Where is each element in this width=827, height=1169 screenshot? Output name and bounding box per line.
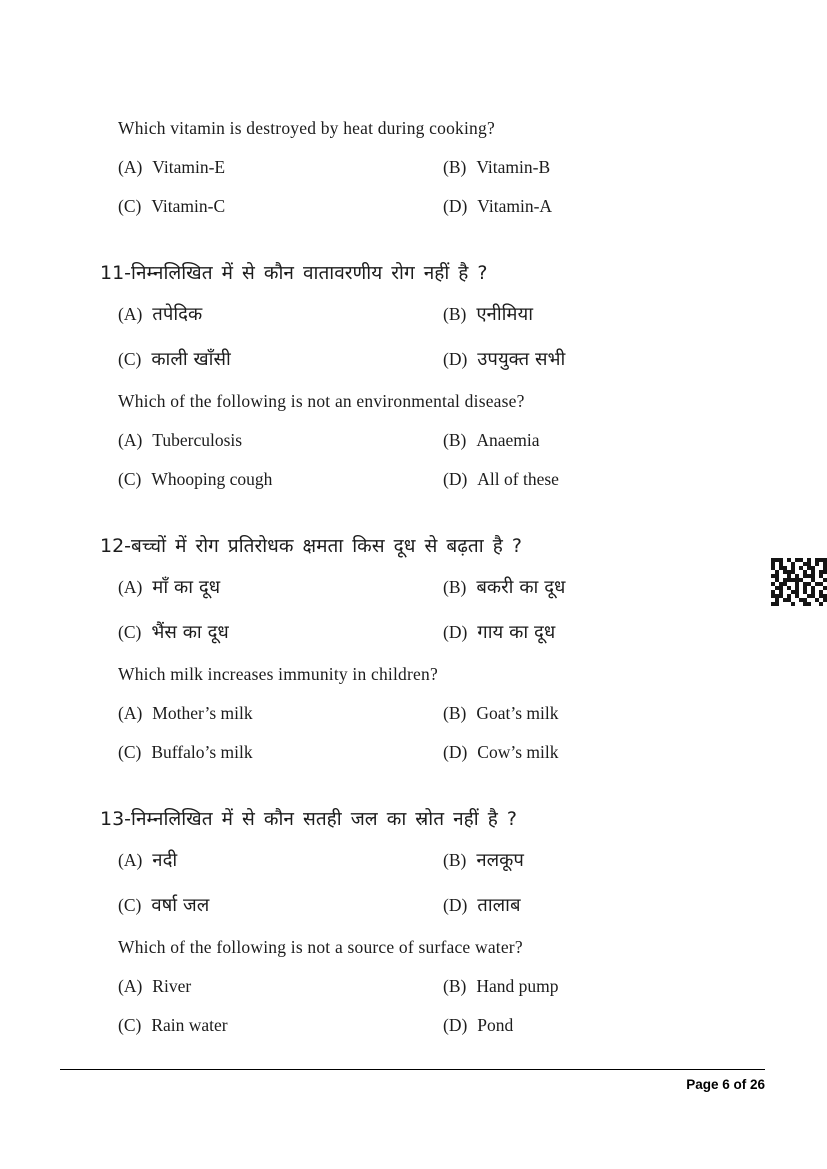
- option-label: (D): [443, 349, 468, 369]
- option-label: (A): [118, 850, 143, 870]
- question-text-hindi-line: [100, 533, 765, 559]
- option-a: [118, 301, 443, 328]
- question-text-hindi: निम्नलिखित में से कौन वातावरणीय रोग नहीं है ?: [131, 262, 488, 284]
- question-text-hindi: बच्चों में रोग प्रतिरोधक क्षमता किस दूध से बढ़ता है ?: [131, 535, 522, 557]
- options-hindi: [118, 847, 765, 919]
- option-label: (C): [118, 349, 142, 369]
- option-b: [443, 574, 765, 601]
- option-label: (B): [443, 703, 467, 723]
- option-b: [443, 701, 765, 725]
- option-text: Vitamin-C: [151, 196, 226, 216]
- option-a: [118, 847, 443, 874]
- option-text: Vitamin-B: [476, 157, 551, 177]
- option-text: तपेदिक: [152, 304, 203, 325]
- question-number: 11-: [100, 262, 132, 284]
- option-c: [118, 619, 443, 646]
- option-label: (B): [443, 430, 467, 450]
- question-text: Which vitamin is destroyed by heat during cooking?: [118, 118, 495, 138]
- page-footer: [60, 1069, 765, 1092]
- options-english: [118, 701, 765, 764]
- option-label: (A): [118, 577, 143, 597]
- option-text: भैंस का दूध: [151, 622, 229, 643]
- options-english: [118, 974, 765, 1037]
- question-13: [100, 806, 765, 1037]
- option-d: [443, 1013, 765, 1037]
- option-text: बकरी का दूध: [476, 577, 566, 598]
- option-label: (C): [118, 742, 142, 762]
- option-d: [443, 740, 765, 764]
- option-text: काली खाँसी: [151, 349, 231, 370]
- option-a: [118, 701, 443, 725]
- option-c: [118, 740, 443, 764]
- option-d: [443, 194, 765, 218]
- qr-code-image: [771, 558, 827, 606]
- option-text: Rain water: [151, 1015, 228, 1035]
- option-text: तालाब: [477, 895, 521, 916]
- option-label: (A): [118, 430, 143, 450]
- question-number: 12-: [100, 535, 132, 557]
- question-text-hindi: निम्नलिखित में से कौन सतही जल का स्रोत नहीं है ?: [131, 808, 517, 830]
- option-label: (C): [118, 1015, 142, 1035]
- option-label: (B): [443, 157, 467, 177]
- option-text: Cow’s milk: [477, 742, 559, 762]
- option-text: वर्षा जल: [151, 895, 210, 916]
- option-b: [443, 155, 765, 179]
- options-hindi: [118, 301, 765, 373]
- question-text-english: [118, 116, 765, 140]
- question-12: [100, 533, 765, 764]
- option-text: Hand pump: [476, 976, 559, 996]
- option-label: (C): [118, 196, 142, 216]
- page-number-label: Page 6 of 26: [686, 1077, 765, 1092]
- option-c: [118, 892, 443, 919]
- option-label: (A): [118, 976, 143, 996]
- option-label: (D): [443, 895, 468, 915]
- option-text: All of these: [477, 469, 559, 489]
- option-label: (D): [443, 1015, 468, 1035]
- option-text: Vitamin-E: [152, 157, 226, 177]
- option-b: [443, 428, 765, 452]
- option-text: Anaemia: [476, 430, 540, 450]
- option-label: (B): [443, 304, 467, 324]
- question-text: Which of the following is not an environmental disease?: [118, 391, 525, 411]
- option-a: [118, 155, 443, 179]
- option-text: Pond: [477, 1015, 514, 1035]
- question-text: Which of the following is not a source of surface water?: [118, 937, 523, 957]
- option-label: (D): [443, 469, 468, 489]
- options-english: [118, 428, 765, 491]
- option-d: [443, 346, 765, 373]
- option-d: [443, 619, 765, 646]
- option-b: [443, 974, 765, 998]
- option-label: (B): [443, 577, 467, 597]
- option-text: Goat’s milk: [476, 703, 559, 723]
- question-text-hindi-line: [100, 260, 765, 286]
- question-text: Which milk increases immunity in children?: [118, 664, 438, 684]
- option-d: [443, 467, 765, 491]
- option-b: [443, 301, 765, 328]
- option-label: (D): [443, 622, 468, 642]
- question-11: [100, 260, 765, 491]
- option-text: Tuberculosis: [152, 430, 243, 450]
- option-text: माँ का दूध: [152, 577, 221, 598]
- option-label: (A): [118, 157, 143, 177]
- option-c: [118, 346, 443, 373]
- question-number: 13-: [100, 808, 132, 830]
- option-label: (D): [443, 196, 468, 216]
- option-label: (C): [118, 895, 142, 915]
- option-c: [118, 1013, 443, 1037]
- option-a: [118, 974, 443, 998]
- option-a: [118, 428, 443, 452]
- option-c: [118, 467, 443, 491]
- question-10-partial: [100, 116, 765, 218]
- question-text-english: [118, 389, 765, 413]
- option-text: River: [152, 976, 192, 996]
- option-text: नदी: [152, 850, 178, 871]
- option-label: (D): [443, 742, 468, 762]
- option-text: Buffalo’s milk: [151, 742, 253, 762]
- question-text-english: [118, 662, 765, 686]
- option-text: उपयुक्त सभी: [477, 349, 566, 370]
- option-d: [443, 892, 765, 919]
- option-label: (B): [443, 976, 467, 996]
- option-text: Mother’s milk: [152, 703, 253, 723]
- question-text-hindi-line: [100, 806, 765, 832]
- option-text: Whooping cough: [151, 469, 273, 489]
- option-label: (A): [118, 703, 143, 723]
- option-text: Vitamin-A: [477, 196, 553, 216]
- question-text-english: [118, 935, 765, 959]
- option-text: एनीमिया: [476, 304, 533, 325]
- option-text: नलकूप: [476, 850, 524, 871]
- option-label: (C): [118, 469, 142, 489]
- option-b: [443, 847, 765, 874]
- options-hindi: [118, 574, 765, 646]
- option-c: [118, 194, 443, 218]
- option-a: [118, 574, 443, 601]
- options-english: [118, 155, 765, 218]
- option-label: (C): [118, 622, 142, 642]
- option-label: (B): [443, 850, 467, 870]
- option-text: गाय का दूध: [477, 622, 556, 643]
- option-label: (A): [118, 304, 143, 324]
